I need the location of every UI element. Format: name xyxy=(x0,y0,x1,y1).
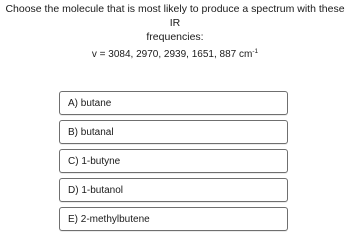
option-e[interactable] xyxy=(59,207,288,231)
unit-exponent: -1 xyxy=(252,48,259,55)
ir-frequencies-text: v = 3084, 2970, 2939, 1651, 887 cm xyxy=(91,49,253,60)
option-label: A) butane xyxy=(68,97,112,109)
option-label: E) 2-methylbutene xyxy=(68,213,150,225)
option-c[interactable] xyxy=(59,149,288,173)
question-line-2: frequencies: xyxy=(146,31,204,43)
option-d[interactable] xyxy=(59,178,288,202)
question-text xyxy=(0,2,350,44)
answer-options xyxy=(59,91,288,236)
option-label: B) butanal xyxy=(68,126,114,138)
option-a[interactable] xyxy=(59,91,288,115)
option-label: D) 1-butanol xyxy=(68,184,124,196)
option-b[interactable] xyxy=(59,120,288,144)
ir-frequencies xyxy=(0,45,350,62)
option-label: C) 1-butyne xyxy=(68,155,121,167)
question-line-1: Choose the molecule that is most likely to produce a spectrum with these IR xyxy=(5,3,345,29)
